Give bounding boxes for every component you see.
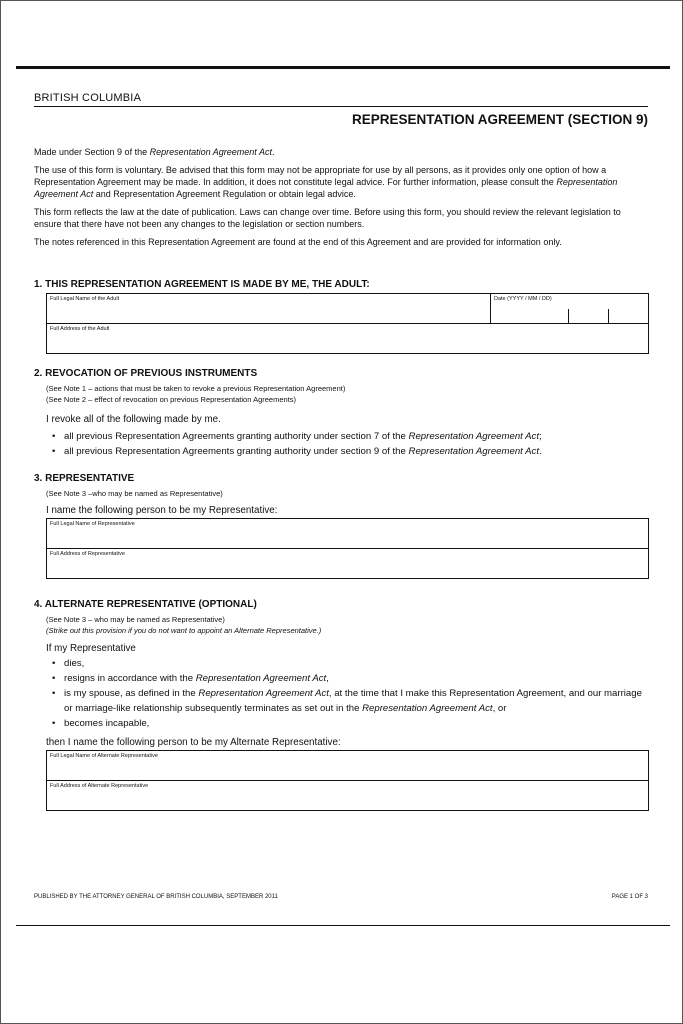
made-under-text: Made under Section 9 of the Representation Agreement Act. — [34, 147, 275, 157]
condition-spouse: • is my spouse, as defined in the Representation Agreement Act, at the time that I make this Representation Agreement, and our marriage or marriage-like relationship subsequently terminates as set out in the Representation Agreement Act, or — [52, 686, 648, 716]
form-title: REPRESENTATION AGREEMENT (SECTION 9) — [351, 112, 648, 127]
alternate-name-label: Full Legal Name of Alternate Representative — [50, 753, 158, 759]
bottom-divider — [16, 925, 670, 926]
voluntary-disclaimer: The use of this form is voluntary. Be advised that this form may not be appropriate for use by all persons, as it provides only one option of how a Representation Agreement may be made. In addition, it does not constitute legal advice. For further information, please consult the Representation Agreement Act and Representation Agreement Regulation or obtain legal advice. — [34, 165, 618, 199]
page-number: PAGE 1 OF 3 — [611, 894, 648, 900]
revocation-note-2: (See Note 2 – effect of revocation on previous Representation Agreements) — [46, 395, 297, 404]
revocation-list — [52, 429, 648, 459]
representative-name-field[interactable] — [47, 530, 648, 548]
alternate-strike-note: (Strike out this provision if you do not want to appoint an Alternate Representative.) — [46, 626, 322, 635]
notes-notice: The notes referenced in this Representation Agreement are found at the end of this Agreement and are provided for information only. — [34, 237, 562, 247]
alternate-address-row — [47, 780, 648, 810]
law-notice: This form reflects the law at the date of publication. Laws can change over time. Before using this form, you should review the relevant legislation to ensure that there have not been any changes to the legislation or section numbers. — [34, 207, 621, 229]
adult-name-label: Full Legal Name of the Adult — [50, 296, 120, 302]
header-divider — [34, 106, 648, 107]
representative-name-label: Full Legal Name of Representative — [50, 521, 135, 527]
section-3-heading: 3. REPRESENTATIVE — [34, 473, 135, 484]
representative-lead: I name the following person to be my Representative: — [46, 505, 278, 516]
alternate-conditions-list — [52, 656, 648, 731]
alternate-name-field[interactable] — [47, 762, 648, 780]
alternate-address-field[interactable] — [47, 792, 648, 810]
revocation-item-section-7: • all previous Representation Agreements granting authority under section 7 of the Representation Agreement Act; — [52, 429, 648, 444]
adult-address-row — [47, 323, 648, 353]
revocation-lead: I revoke all of the following made by me. — [46, 414, 221, 425]
section-1-heading: 1. THIS REPRESENTATION AGREEMENT IS MADE BY ME, THE ADULT: — [34, 279, 370, 290]
adult-name-row — [47, 294, 648, 323]
alternate-note: (See Note 3 – who may be named as Representative) — [46, 615, 225, 624]
adult-name-field[interactable] — [47, 305, 491, 323]
condition-resigns: • resigns in accordance with the Representation Agreement Act, — [52, 671, 648, 686]
representative-note: (See Note 3 –who may be named as Representative) — [46, 489, 223, 498]
form-content — [34, 92, 648, 811]
alternate-lead: If my Representative — [46, 643, 136, 654]
section-3-body — [46, 488, 648, 518]
section-4-body — [46, 614, 648, 750]
top-divider — [16, 66, 670, 69]
section-2-body — [46, 383, 648, 459]
revocation-note-1: (See Note 1 – actions that must be taken to revoke a previous Representation Agreement) — [46, 384, 346, 393]
date-field[interactable] — [490, 294, 648, 323]
date-label: Date (YYYY / MM / DD) — [494, 296, 552, 302]
alternate-then-text: then I name the following person to be my Alternate Representative: — [46, 737, 341, 748]
representative-address-label: Full Address of Representative — [50, 551, 125, 557]
representative-address-field[interactable] — [47, 560, 648, 578]
alternate-name-row — [47, 751, 648, 780]
jurisdiction-label: BRITISH COLUMBIA — [34, 92, 142, 104]
adult-info-box — [46, 293, 649, 354]
alternate-representative-box — [46, 750, 649, 811]
date-divider-2 — [608, 309, 609, 323]
date-divider-1 — [568, 309, 569, 323]
section-2-heading: 2. REVOCATION OF PREVIOUS INSTRUMENTS — [34, 368, 258, 379]
section-4-heading: 4. ALTERNATE REPRESENTATIVE (OPTIONAL) — [34, 599, 257, 610]
representative-address-row — [47, 548, 648, 578]
representative-box — [46, 518, 649, 579]
alternate-address-label: Full Address of Alternate Representative — [50, 783, 149, 789]
representative-name-row — [47, 519, 648, 548]
condition-dies: • dies, — [52, 656, 648, 671]
adult-address-label: Full Address of the Adult — [50, 326, 110, 332]
revocation-item-section-9: • all previous Representation Agreements granting authority under section 9 of the Representation Agreement Act. — [52, 444, 648, 459]
condition-incapable: • becomes incapable, — [52, 716, 648, 731]
adult-address-field[interactable] — [47, 335, 648, 353]
publisher-note: PUBLISHED BY THE ATTORNEY GENERAL OF BRITISH COLUMBIA, SEPTEMBER 2011 — [34, 894, 278, 900]
